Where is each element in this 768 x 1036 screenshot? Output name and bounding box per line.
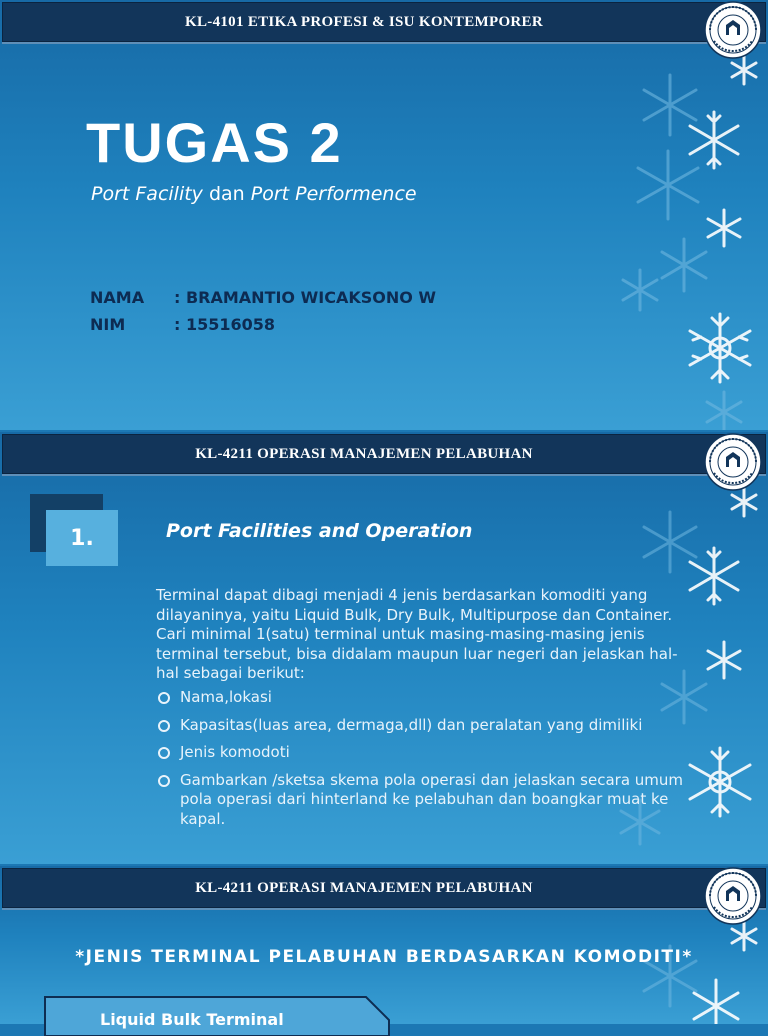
course-header-text: KL-4211 OPERASI MANAJEMEN PELABUHAN	[195, 445, 533, 462]
bullet-circle-icon	[158, 720, 170, 732]
course-header-bar	[2, 434, 766, 476]
course-header-bar	[2, 2, 766, 44]
liquid-bulk-terminal-tab	[44, 996, 390, 1036]
course-header-text: KL-4101 ETIKA PROFESI & ISU KONTEMPORER	[185, 13, 543, 30]
slide-subtitle	[91, 183, 417, 205]
subtitle-italic-2: Port Performence	[250, 183, 417, 205]
info-label: NIM	[90, 315, 126, 334]
itb-seal-logo	[704, 867, 762, 925]
bullet-circle-icon	[158, 775, 170, 787]
info-row-nim	[90, 315, 275, 334]
list-item-text: Nama,lokasi	[180, 688, 272, 706]
subtitle-connector: dan	[202, 183, 251, 205]
itb-seal-logo	[704, 433, 762, 491]
itb-seal-logo	[704, 1, 762, 59]
list-item-text: Jenis komodoti	[180, 743, 290, 761]
slide-1	[0, 0, 768, 430]
requirements-list	[158, 688, 688, 837]
liquid-bulk-terminal-label: Liquid Bulk Terminal	[100, 1010, 284, 1029]
section-title: Port Facilities and Operation	[166, 520, 473, 542]
course-header-text: KL-4211 OPERASI MANAJEMEN PELABUHAN	[195, 879, 533, 896]
snowflake-decoration	[0, 0, 768, 430]
list-item-text: Kapasitas(luas area, dermaga,dll) dan peralatan yang dimiliki	[180, 715, 643, 734]
list-item	[158, 743, 688, 763]
bullet-circle-icon	[158, 747, 170, 759]
terminal-types-heading: *JENIS TERMINAL PELABUHAN BERDASARKAN KOMODITI*	[75, 947, 693, 967]
bullet-circle-icon	[158, 692, 170, 704]
info-value: : BRAMANTIO WICAKSONO W	[174, 288, 437, 307]
info-label: NAMA	[90, 288, 145, 307]
info-value: : 15516058	[174, 315, 276, 334]
info-row-nama	[90, 288, 436, 307]
list-item-text: Gambarkan /sketsa skema pola operasi dan jelaskan secara umum pola operasi dari hinterland ke pelabuhan dan boangkar muat ke kapal.	[180, 770, 684, 828]
list-item	[158, 688, 688, 708]
section-number: 1.	[46, 510, 118, 566]
course-header-bar	[2, 868, 766, 910]
list-item	[158, 771, 688, 830]
slide-title: TUGAS 2	[86, 111, 343, 174]
section-body-text: Terminal dapat dibagi menjadi 4 jenis berdasarkan komoditi yang dilayaninya, yaitu Liquid Bulk, Dry Bulk, Multipurpose dan Container. Cari minimal 1(satu) terminal untuk masing-masing-masing jenis terminal tersebut, bisa didalam maupun luar negeri dan jelaskan hal-hal sebagai berikut:	[156, 586, 678, 682]
list-item	[158, 716, 688, 736]
subtitle-italic-1: Port Facility	[91, 183, 203, 205]
